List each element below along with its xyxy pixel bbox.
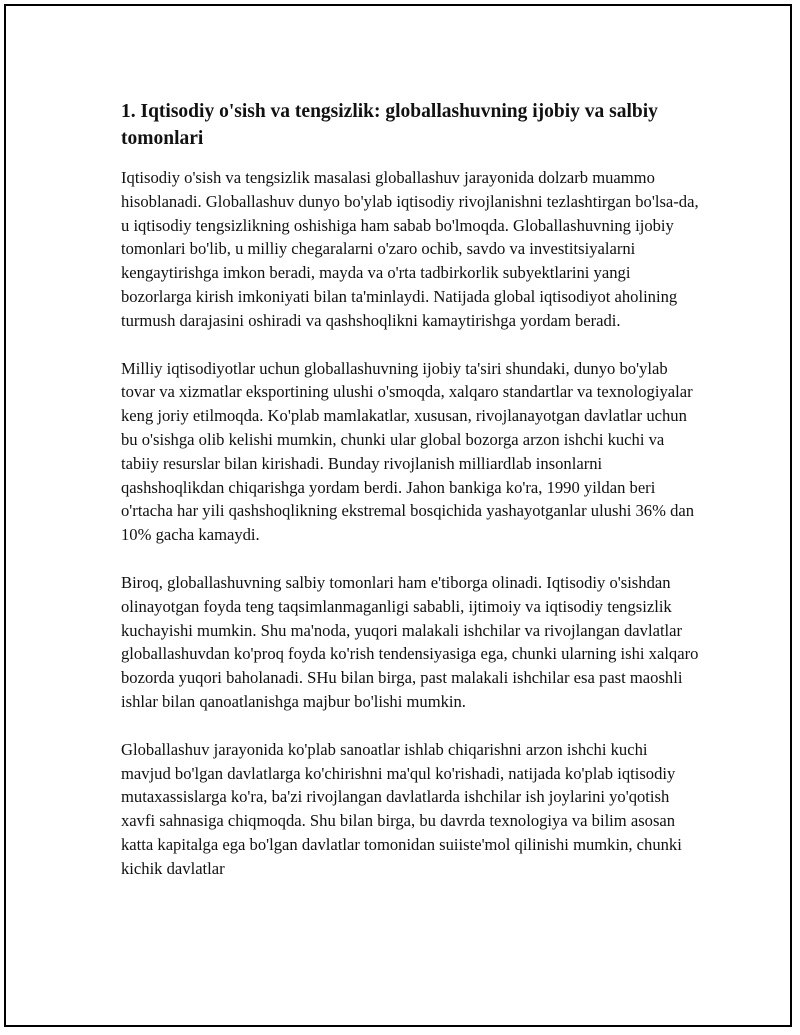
page-frame: [4, 4, 792, 1027]
document-body: [121, 98, 701, 905]
paragraph-3: Biroq, globallashuvning salbiy tomonlari ham e'tiborga olinadi. Iqtisodiy o'sishdan olinayotgan foyda teng taqsimlanmaganligi sababli, ijtimoiy va iqtisodiy tengsizlik kuchayishi mumkin. Shu ma'noda, yuqori malakali ishchilar va rivojlangan davlatlar globallashuvdan ko'proq foyda ko'rish tendensiyasiga ega, chunki ularning ishi xalqaro bozorda yuqori baholanadi. SHu bilan birga, past malakali ishchilar esa past maoshli ishlar bilan qanoatlanishga majbur bo'lishi mumkin.: [121, 572, 699, 711]
paragraph-1: Iqtisodiy o'sish va tengsizlik masalasi globallashuv jarayonida dolzarb muammo hisoblanadi. Globallashuv dunyo bo'ylab iqtisodiy rivojlanishni tezlashtirgan bo'lsa-da, u iqtisodiy tengsizlikning oshishiga ham sabab bo'lmoqda. Globallashuvning ijobiy tomonlari bo'lib, u milliy chegaralarni o'zaro ochib, savdo va investitsiyalarni kengaytirishga imkon beradi, mayda va o'rta tadbirkorlik subyektlarini yangi bozorlarga kirish imkoniyati bilan ta'minlaydi. Natijada global iqtisodiyot aholining turmush darajasini oshiradi va qashshoqlikni kamaytirishga yordam beradi.: [121, 168, 699, 330]
section-heading: 1. Iqtisodiy o'sish va tengsizlik: globallashuvning ijobiy va salbiy tomonlari: [121, 101, 658, 149]
paragraph-4: Globallashuv jarayonida ko'plab sanoatlar ishlab chiqarishni arzon ishchi kuchi mavjud bo'lgan davlatlarga ko'chirishni ma'qul ko'rishadi, natijada ko'plab iqtisodiy mutaxassislarga ko'ra, ba'zi rivojlangan davlatlarda ishchilar ish joylarini yo'qotish xavfi sahnasiga chiqmoqda. Shu bilan birga, bu davrda texnologiya va bilim asosan katta kapitalga ega bo'lgan davlatlar tomonidan suiiste'mol qilinishi mumkin, chunki kichik davlatlar: [121, 739, 682, 878]
paragraph-2: Milliy iqtisodiyotlar uchun globallashuvning ijobiy ta'siri shundaki, dunyo bo'ylab tovar va xizmatlar eksportining ulushi o'smoqda, xalqaro standartlar va texnologiyalar keng joriy etilmoqda. Ko'plab mamlakatlar, xususan, rivojlanayotgan davlatlar uchun bu o'sishga olib kelishi mumkin, chunki ular global bozorga arzon ishchi kuchi va tabiiy resurslar bilan kirishadi. Bunday rivojlanish milliardlab insonlarni qashshoqlikdan chiqarishga yordam berdi. Jahon bankiga ko'ra, 1990 yildan beri o'rtacha har yili qashshoqlikning ekstremal bosqichida yashayotganlar ulushi 36% dan 10% gacha kamaydi.: [121, 358, 695, 545]
